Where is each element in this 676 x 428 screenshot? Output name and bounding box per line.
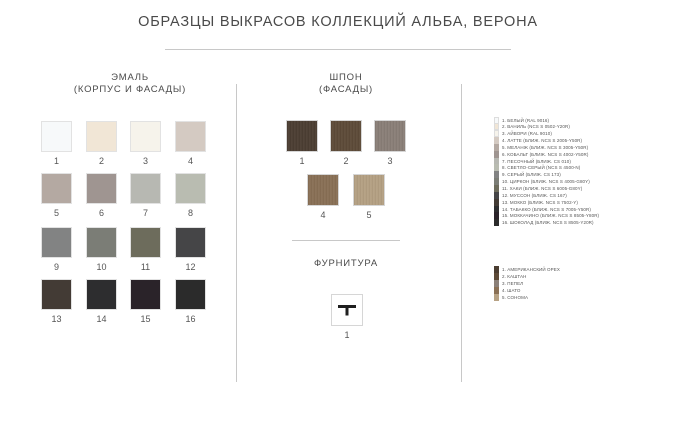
- legend-entry: [494, 294, 528, 302]
- legend-text: 3. АЙВОРИ (RAL 9010): [502, 131, 552, 137]
- enamel-swatch-10: [86, 227, 117, 258]
- enamel-swatch-5: [41, 173, 72, 204]
- enamel-heading-subtitle: (КОРПУС И ФАСАДЫ): [73, 84, 187, 95]
- enamel-swatch-number: 7: [142, 208, 148, 218]
- enamel-swatch-number: 1: [53, 156, 59, 166]
- enamel-swatch-14: [86, 279, 117, 310]
- enamel-swatch-number: 9: [53, 262, 59, 272]
- enamel-swatch-number: 16: [185, 314, 196, 324]
- enamel-swatch-number: 11: [140, 262, 151, 272]
- enamel-swatch-8: [175, 173, 206, 204]
- enamel-swatch-3: [130, 121, 161, 152]
- enamel-swatch-15: [130, 279, 161, 310]
- enamel-swatch-number: 4: [187, 156, 193, 166]
- legend-text: 13. МОККО (БЛИЖ. NCS S 7502-Y): [502, 199, 579, 205]
- legend-text: 12. МУССОН (БЛИЖ. CS 167): [502, 192, 567, 198]
- legend-text: 8. СВЕТЛО-СЕРЫЙ (NCS S 4500-N): [502, 165, 581, 171]
- legend-color-chip: [494, 294, 499, 301]
- enamel-swatch-number: 15: [140, 314, 151, 324]
- handle-icon: [332, 295, 362, 325]
- legend-text: 16. ШОКОЛАД (БЛИЖ. NCS S 8505-Y20R): [502, 220, 594, 226]
- veneer-swatch-number: 3: [387, 156, 393, 166]
- legend-text: 5. МЕЛАНЖ (БЛИЖ. NCS S 3005-Y50R): [502, 144, 589, 150]
- enamel-swatch-number: 6: [98, 208, 104, 218]
- veneer-swatch-5: [353, 174, 385, 206]
- enamel-swatch-12: [175, 227, 206, 258]
- enamel-swatch-7: [130, 173, 161, 204]
- legend-color-chip: [494, 219, 499, 226]
- veneer-swatch-4: [307, 174, 339, 206]
- column-divider-right: [461, 84, 462, 382]
- veneer-swatch-number: 2: [343, 156, 349, 166]
- enamel-swatch-number: 14: [96, 314, 107, 324]
- title-divider: [165, 49, 511, 50]
- veneer-swatch-number: 1: [299, 156, 305, 166]
- legend-text: 7. ПЕСОЧНЫЙ (БЛИЖ. CS 010): [502, 158, 571, 164]
- veneer-swatch-3: [374, 120, 406, 152]
- enamel-swatch-number: 10: [96, 262, 107, 272]
- legend-text: 4. ШАТО: [502, 288, 521, 294]
- enamel-swatch-number: 8: [187, 208, 193, 218]
- veneer-swatch-2: [330, 120, 362, 152]
- legend-text: 6. КОБАЛЬТ (БЛИЖ. NCS S 4002-Y50R): [502, 151, 589, 157]
- enamel-swatch-11: [130, 227, 161, 258]
- legend-text: 4. ЛАТТЕ (БЛИЖ. NCS S 2005-Y50R): [502, 138, 583, 144]
- legend-text: 14. ТАБАККО (БЛИЖ. NCS S 7005-Y50R): [502, 206, 591, 212]
- veneer-swatch-number: 4: [320, 210, 326, 220]
- page-title: ОБРАЗЦЫ ВЫКРАСОВ КОЛЛЕКЦИЙ АЛЬБА, ВЕРОНА: [138, 14, 538, 30]
- legend-text: 11. ХАКИ (БЛИЖ. NCS S 6005-G80Y): [502, 186, 583, 191]
- enamel-swatch-number: 5: [53, 208, 59, 218]
- column-divider-left: [236, 84, 237, 382]
- legend-text: 1. БЕЛЫЙ (RAL 9016): [502, 117, 550, 123]
- veneer-swatch-number: 5: [366, 210, 372, 220]
- hardware-heading: ФУРНИТУРА: [314, 258, 378, 269]
- legend-text: 10. ЦИРКОН (БЛИЖ. NCS S 4005-G80Y): [502, 179, 590, 185]
- hardware-swatch: [331, 294, 363, 326]
- hardware-item-number: 1: [344, 330, 350, 340]
- veneer-heading: [288, 72, 404, 96]
- enamel-swatch-number: 13: [51, 314, 62, 324]
- veneer-heading-title: ШПОН: [329, 72, 363, 83]
- legend-text: 2. КАШТАН: [502, 273, 527, 279]
- enamel-swatch-number: 3: [142, 156, 148, 166]
- enamel-swatch-4: [175, 121, 206, 152]
- enamel-heading: [50, 72, 210, 96]
- legend-text: 3. ПЕПЕЛ: [502, 280, 524, 286]
- enamel-swatch-9: [41, 227, 72, 258]
- section-divider: [292, 240, 400, 241]
- legend-text: 9. СЕРЫЙ (БЛИЖ. CS 173): [502, 172, 561, 178]
- enamel-swatch-13: [41, 279, 72, 310]
- enamel-swatch-number: 12: [185, 262, 196, 272]
- veneer-heading-subtitle: (ФАСАДЫ): [318, 84, 374, 95]
- legend-text: 5. СОНОМА: [502, 295, 529, 301]
- enamel-heading-title: ЭМАЛЬ: [111, 72, 149, 83]
- enamel-swatch-6: [86, 173, 117, 204]
- veneer-swatch-1: [286, 120, 318, 152]
- enamel-swatch-number: 2: [98, 156, 104, 166]
- legend-text: 2. ВАНИЛЬ (NCS S 0502-Y20R): [502, 124, 570, 130]
- enamel-swatch-1: [41, 121, 72, 152]
- enamel-swatch-2: [86, 121, 117, 152]
- legend-entry: [494, 219, 594, 227]
- enamel-swatch-16: [175, 279, 206, 310]
- legend-text: 15. МОККАЧИНО (БЛИЖ. NCS S 8505-Y80R): [502, 213, 600, 219]
- legend-text: 1. АМЕРИКАНСКИЙ ОРЕХ: [502, 266, 560, 272]
